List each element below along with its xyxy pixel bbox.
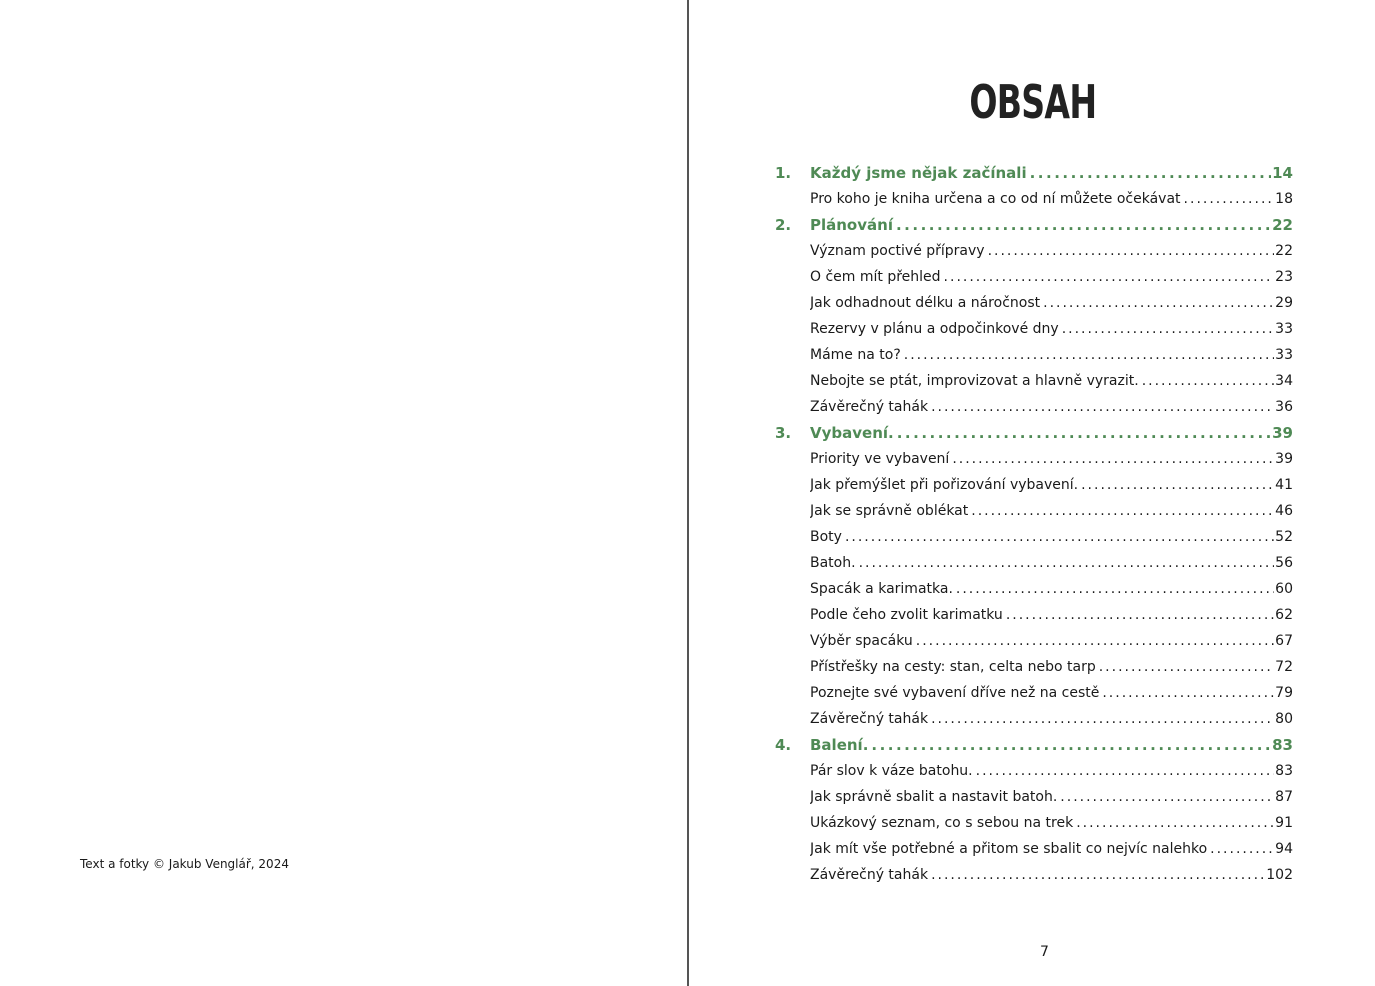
toc-entry-title: Závěrečný tahák xyxy=(810,399,929,415)
toc-dot-leader xyxy=(845,524,1274,550)
toc-dot-leader xyxy=(859,550,1275,576)
toc-entry-line xyxy=(810,732,1293,758)
toc-entry-line xyxy=(810,576,1293,602)
toc-section[interactable] xyxy=(775,446,1293,472)
toc-page-number: 67 xyxy=(1275,633,1293,649)
toc-entry-title: Význam poctivé přípravy xyxy=(810,243,985,259)
toc-section[interactable] xyxy=(775,576,1293,602)
toc-entry-line xyxy=(810,264,1293,290)
toc-page-number: 33 xyxy=(1275,321,1293,337)
toc-entry-line xyxy=(810,836,1293,862)
copyright-notice: Text a fotky © Jakub Venglář, 2024 xyxy=(80,857,289,871)
toc-page-number: 39 xyxy=(1275,451,1293,467)
toc-section[interactable] xyxy=(775,550,1293,576)
toc-page-number: 87 xyxy=(1275,789,1293,805)
toc-section[interactable] xyxy=(775,706,1293,732)
toc-section[interactable] xyxy=(775,654,1293,680)
toc-entry-line xyxy=(810,290,1293,316)
toc-dot-leader xyxy=(1006,602,1274,628)
toc-dot-leader xyxy=(1099,654,1274,680)
toc-entry-line xyxy=(810,680,1293,706)
toc-page-number: 52 xyxy=(1275,529,1293,545)
toc-dot-leader xyxy=(897,420,1271,446)
toc-dot-leader xyxy=(956,576,1274,602)
toc-dot-leader xyxy=(952,446,1274,472)
toc-page-number: 34 xyxy=(1275,373,1293,389)
toc-entry-line xyxy=(810,654,1293,680)
toc-entry-line xyxy=(810,342,1293,368)
toc-section[interactable] xyxy=(775,342,1293,368)
toc-section[interactable] xyxy=(775,264,1293,290)
toc-page-number: 72 xyxy=(1275,659,1293,675)
toc-entry-title: Máme na to? xyxy=(810,347,901,363)
toc-section[interactable] xyxy=(775,810,1293,836)
toc-entry-title: Podle čeho zvolit karimatku xyxy=(810,607,1003,623)
toc-chapter[interactable] xyxy=(775,160,1293,186)
toc-page-number: 41 xyxy=(1275,477,1293,493)
toc-page-number: 23 xyxy=(1275,269,1293,285)
toc-section[interactable] xyxy=(775,602,1293,628)
toc-section[interactable] xyxy=(775,758,1293,784)
toc-page-number: 91 xyxy=(1275,815,1293,831)
toc-dot-leader xyxy=(1142,368,1274,394)
toc-section[interactable] xyxy=(775,628,1293,654)
toc-page-number: 94 xyxy=(1275,841,1293,857)
toc-page-number: 102 xyxy=(1266,867,1293,883)
toc-entry-title: Jak se správně oblékat xyxy=(810,503,969,519)
toc-dot-leader xyxy=(1081,472,1274,498)
toc-entry-line xyxy=(810,758,1293,784)
toc-entry-title: Plánování xyxy=(810,216,893,234)
toc-entry-title: Rezervy v plánu a odpočinkové dny xyxy=(810,321,1059,337)
toc-entry-title: Batoh. xyxy=(810,555,856,571)
toc-entry-title: Pár slov k váze batohu. xyxy=(810,763,973,779)
toc-dot-leader xyxy=(1060,784,1274,810)
toc-page-number: 18 xyxy=(1275,191,1293,207)
toc-entry-title: Jak mít vše potřebné a přitom se sbalit co nejvíc nalehko xyxy=(810,841,1208,857)
toc-chapter-number: 1. xyxy=(775,164,792,182)
toc-entry-line xyxy=(810,784,1293,810)
toc-entry-line xyxy=(810,862,1293,888)
toc-entry-line xyxy=(810,706,1293,732)
table-of-contents xyxy=(775,160,1293,888)
toc-entry-line xyxy=(810,238,1293,264)
toc-entry-line xyxy=(810,602,1293,628)
toc-chapter-number: 3. xyxy=(775,424,792,442)
toc-entry-title: Jak přemýšlet při pořizování vybavení. xyxy=(810,477,1079,493)
toc-page-number: 79 xyxy=(1275,685,1293,701)
toc-entry-title: Výběr spacáku xyxy=(810,633,913,649)
toc-page-number: 83 xyxy=(1272,736,1293,754)
toc-dot-leader xyxy=(931,394,1274,420)
toc-dot-leader xyxy=(976,758,1275,784)
toc-entry-title: Poznejte své vybavení dříve než na cestě xyxy=(810,685,1100,701)
toc-entry-line xyxy=(810,316,1293,342)
toc-dot-leader xyxy=(916,628,1274,654)
toc-entry-title: Nebojte se ptát, improvizovat a hlavně vyrazit. xyxy=(810,373,1139,389)
toc-section[interactable] xyxy=(775,368,1293,394)
toc-entry-title: Spacák a karimatka. xyxy=(810,581,953,597)
toc-entry-line xyxy=(810,160,1293,186)
toc-page-number: 29 xyxy=(1275,295,1293,311)
toc-dot-leader xyxy=(871,732,1271,758)
toc-entry-title: Ukázkový seznam, co s sebou na trek xyxy=(810,815,1074,831)
toc-entry-title: Balení. xyxy=(810,736,869,754)
toc-page-number: 36 xyxy=(1275,399,1293,415)
toc-entry-title: Závěrečný tahák xyxy=(810,711,929,727)
toc-entry-line xyxy=(810,524,1293,550)
toc-entry-title: Jak odhadnout délku a náročnost xyxy=(810,295,1041,311)
toc-chapter[interactable] xyxy=(775,420,1293,446)
toc-entry-title: Přístřešky na cesty: stan, celta nebo tarp xyxy=(810,659,1096,675)
toc-entry-title: Vybavení. xyxy=(810,424,894,442)
toc-dot-leader xyxy=(988,238,1275,264)
toc-section[interactable] xyxy=(775,290,1293,316)
toc-entry-line xyxy=(810,420,1293,446)
toc-entry-line xyxy=(810,628,1293,654)
toc-entry-line xyxy=(810,368,1293,394)
toc-entry-line xyxy=(810,498,1293,524)
toc-page-number: 62 xyxy=(1275,607,1293,623)
toc-section[interactable] xyxy=(775,862,1293,888)
toc-entry-line xyxy=(810,810,1293,836)
toc-section[interactable] xyxy=(775,316,1293,342)
toc-section[interactable] xyxy=(775,836,1293,862)
toc-dot-leader xyxy=(1062,316,1274,342)
toc-page-number: 33 xyxy=(1275,347,1293,363)
toc-section[interactable] xyxy=(775,238,1293,264)
toc-entry-line xyxy=(810,550,1293,576)
toc-chapter-number: 4. xyxy=(775,736,792,754)
toc-entry-line xyxy=(810,186,1293,212)
toc-dot-leader xyxy=(1184,186,1275,212)
toc-page-number: 80 xyxy=(1275,711,1293,727)
toc-dot-leader xyxy=(971,498,1274,524)
toc-section[interactable] xyxy=(775,186,1293,212)
toc-entry-title: Závěrečný tahák xyxy=(810,867,929,883)
toc-entry-title: Jak správně sbalit a nastavit batoh. xyxy=(810,789,1058,805)
toc-section[interactable] xyxy=(775,472,1293,498)
toc-chapter-number: 2. xyxy=(775,216,792,234)
toc-dot-leader xyxy=(1030,160,1272,186)
toc-page-number: 22 xyxy=(1275,243,1293,259)
toc-entry-line xyxy=(810,212,1293,238)
toc-page-number: 39 xyxy=(1272,424,1293,442)
toc-entry-title: Pro koho je kniha určena a co od ní můžete očekávat xyxy=(810,191,1181,207)
toc-entry-line xyxy=(810,446,1293,472)
toc-page-number: 14 xyxy=(1272,164,1293,182)
toc-entry-title: Boty xyxy=(810,529,842,545)
toc-section[interactable] xyxy=(775,784,1293,810)
toc-dot-leader xyxy=(1210,836,1274,862)
toc-entry-title: Každý jsme nějak začínali xyxy=(810,164,1027,182)
toc-dot-leader xyxy=(904,342,1274,368)
toc-page-number: 22 xyxy=(1272,216,1293,234)
toc-entry-title: Priority ve vybavení xyxy=(810,451,950,467)
page-number: 7 xyxy=(1040,944,1049,960)
toc-section[interactable] xyxy=(775,394,1293,420)
toc-dot-leader xyxy=(931,706,1274,732)
toc-chapter[interactable] xyxy=(775,732,1293,758)
page-title: OBSAH xyxy=(969,75,1097,129)
right-page xyxy=(689,0,1375,986)
toc-chapter[interactable] xyxy=(775,212,1293,238)
toc-entry-title: O čem mít přehled xyxy=(810,269,941,285)
toc-entry-line xyxy=(810,394,1293,420)
toc-dot-leader xyxy=(1076,810,1274,836)
toc-page-number: 60 xyxy=(1275,581,1293,597)
toc-entry-line xyxy=(810,472,1293,498)
toc-dot-leader xyxy=(896,212,1271,238)
toc-page-number: 46 xyxy=(1275,503,1293,519)
toc-dot-leader xyxy=(1043,290,1274,316)
toc-dot-leader xyxy=(944,264,1275,290)
toc-dot-leader xyxy=(931,862,1265,888)
toc-section[interactable] xyxy=(775,524,1293,550)
toc-dot-leader xyxy=(1102,680,1274,706)
toc-page-number: 83 xyxy=(1275,763,1293,779)
toc-section[interactable] xyxy=(775,680,1293,706)
toc-page-number: 56 xyxy=(1275,555,1293,571)
toc-section[interactable] xyxy=(775,498,1293,524)
